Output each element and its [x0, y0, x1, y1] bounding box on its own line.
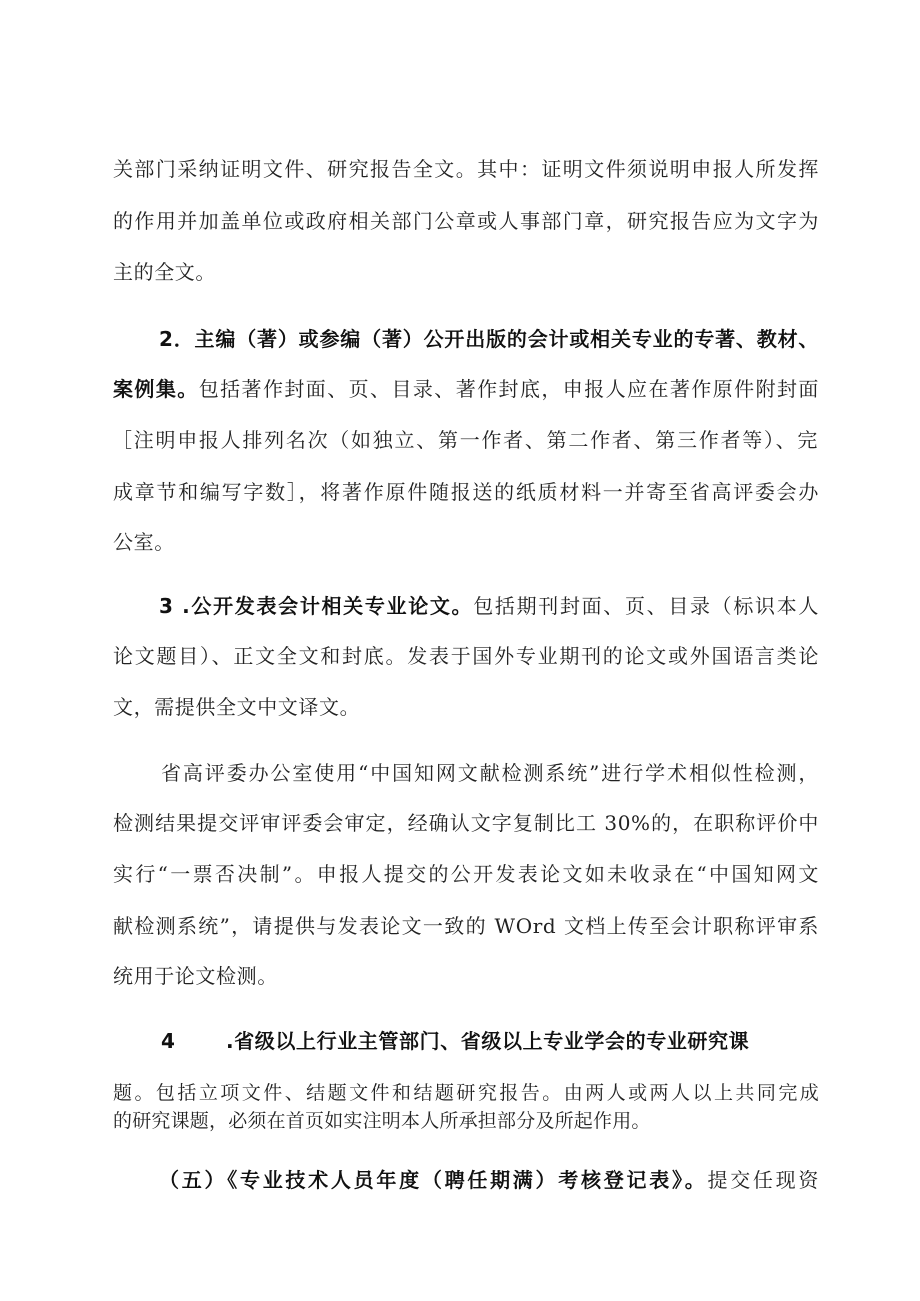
item-4-heading: .省级以上行业主管部门、省级以上专业学会的专业研究课 [226, 1029, 750, 1053]
item-5-line [159, 1167, 819, 1193]
item-4-line: 的研究课题，必须在首页如实注明本人所承担部分及所起作用。 [113, 1110, 651, 1132]
item-5-heading: （五）《专业技术人员年度（聘任期满）考核登记表》。 [159, 1168, 708, 1192]
item-3-line: 论文题目）、正文全文和封底。发表于国外专业期刊的论文或外国语言类论 [113, 644, 819, 668]
check-paragraph-line: 献检测系统”，请提供与发表论文一致的 WOrd 文档上传至会计职称评审系 [113, 914, 819, 938]
paragraph-line: 关部门采纳证明文件、研究报告全文。其中：证明文件须说明申报人所发挥 [113, 157, 819, 181]
item-3-line: 文，需提供全文中文译文。 [113, 695, 361, 719]
paragraph-line: 主的全文。 [113, 260, 216, 284]
item-2-line: ［注明申报人排列名次（如独立、第一作者、第二作者、第三作者等）、完 [112, 428, 818, 452]
item-4-number: 4 [161, 1029, 176, 1053]
check-paragraph-line: 检测结果提交评审评委会审定，经确认文字复制比工 30%的，在职称评价中 [113, 811, 819, 835]
item-2-line [113, 376, 819, 402]
check-paragraph-line: 统用于论文检测。 [113, 964, 278, 988]
item-2-text: 包括著作封面、页、目录、著作封底，申报人应在著作原件附封面 [198, 377, 820, 401]
item-3-text: 包括期刊封面、页、目录（标识本人 [473, 594, 819, 618]
item-2-heading-cont: 案例集。 [113, 377, 199, 401]
item-2-heading: 2．主编（著）或参编（著）公开出版的会计或相关专业的专著、教材、 [159, 327, 819, 351]
item-2-line: 成章节和编写字数］，将著作原件随报送的纸质材料一并寄至省高评委会办 [113, 480, 819, 504]
paragraph-line: 的作用并加盖单位或政府相关部门公章或人事部门章，研究报告应为文字为 [113, 209, 819, 233]
check-paragraph-line: 实行“一票否决制”。申报人提交的公开发表论文如未收录在“中国知网文 [113, 862, 819, 886]
check-paragraph-line: 省高评委办公室使用“中国知网文献检测系统”进行学术相似性检测， [161, 761, 819, 785]
item-2-line: 公室。 [113, 530, 175, 554]
item-4-line: 题。包括立项文件、结题文件和结题研究报告。由两人或两人以上共同完成 [113, 1082, 819, 1104]
item-5-text: 提交任现资 [707, 1168, 820, 1192]
item-3-heading: 3 .公开发表会计相关专业论文。 [159, 594, 474, 618]
item-3-line [159, 593, 819, 619]
